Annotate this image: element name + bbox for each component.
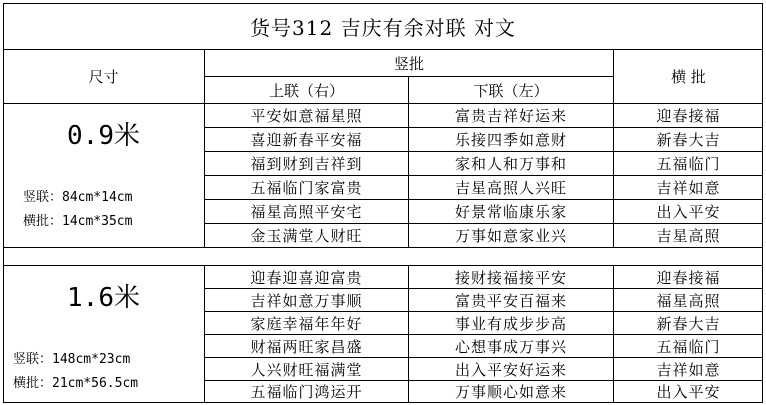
grid-line <box>408 76 409 248</box>
lower-couplet: 好景常临康乐家 <box>454 203 567 221</box>
upper-couplet: 迎春迎喜迎富贵 <box>250 268 363 287</box>
lower-couplet: 富贵吉祥好运来 <box>454 107 567 125</box>
upper-couplet: 金玉满堂人财旺 <box>250 227 363 245</box>
grid-line <box>3 265 763 266</box>
header-size: 尺寸 <box>88 68 119 86</box>
vertical-spec: 竖联：84cm*14cm <box>23 189 133 205</box>
upper-couplet: 平安如意福星照 <box>250 107 363 125</box>
vertical-spec: 竖联：148cm*23cm <box>13 351 131 367</box>
horizontal-scroll: 吉祥如意 <box>656 179 721 197</box>
grid-line <box>3 3 4 403</box>
grid-line <box>204 311 763 312</box>
horizontal-scroll: 吉祥如意 <box>656 360 721 379</box>
couplet-spec-table <box>3 3 763 403</box>
grid-line <box>204 127 763 128</box>
horizontal-scroll: 出入平安 <box>656 203 721 221</box>
lower-couplet: 乐接四季如意财 <box>454 131 567 149</box>
horizontal-spec: 横批：21cm*56.5cm <box>13 375 139 391</box>
horizontal-scroll: 五福临门 <box>656 337 721 356</box>
horizontal-scroll: 新春大吉 <box>656 131 721 149</box>
grid-line <box>3 103 763 104</box>
grid-line <box>762 3 763 403</box>
horizontal-scroll: 吉星高照 <box>656 227 721 245</box>
upper-couplet: 五福临门家富贵 <box>250 179 363 197</box>
grid-line <box>204 199 763 200</box>
grid-line <box>3 247 763 248</box>
grid-line <box>204 175 763 176</box>
grid-line <box>408 265 409 403</box>
table-title: 货号312 吉庆有余对联 对文 <box>250 15 516 40</box>
grid-line <box>204 76 614 77</box>
grid-line <box>204 380 763 381</box>
grid-line <box>204 151 763 152</box>
grid-line <box>613 49 614 248</box>
lower-couplet: 心想事成万事兴 <box>454 337 567 356</box>
section-size-label: 0.9米 <box>67 120 140 151</box>
grid-line <box>3 49 763 50</box>
header-vertical: 竖批 <box>393 54 424 73</box>
horizontal-scroll: 迎春接福 <box>656 268 721 287</box>
horizontal-scroll: 福星高照 <box>656 291 721 310</box>
lower-couplet: 富贵平安百福来 <box>454 291 567 310</box>
horizontal-scroll: 迎春接福 <box>656 107 721 125</box>
horizontal-spec: 横批：14cm*35cm <box>23 213 133 229</box>
upper-couplet: 人兴财旺福满堂 <box>250 360 363 379</box>
header-upper: 上联（右） <box>268 81 344 100</box>
lower-couplet: 家和人和万事和 <box>454 155 567 173</box>
lower-couplet: 接财接福接平安 <box>454 268 567 287</box>
upper-couplet: 五福临门鸿运开 <box>250 383 363 401</box>
horizontal-scroll: 新春大吉 <box>656 314 721 333</box>
header-lower: 下联（左） <box>473 81 549 100</box>
upper-couplet: 福到财到吉祥到 <box>250 155 363 173</box>
lower-couplet: 出入平安好运来 <box>454 360 567 379</box>
upper-couplet: 财福两旺家昌盛 <box>250 337 363 356</box>
header-horizontal: 横 批 <box>671 68 706 86</box>
lower-couplet: 事业有成步步高 <box>454 314 567 333</box>
grid-line <box>204 357 763 358</box>
lower-couplet: 万事顺心如意来 <box>454 383 567 401</box>
lower-couplet: 万事如意家业兴 <box>454 227 567 245</box>
grid-line <box>204 334 763 335</box>
upper-couplet: 福星高照平安宅 <box>250 203 363 221</box>
upper-couplet: 吉祥如意万事顺 <box>250 291 363 310</box>
grid-line <box>3 402 763 403</box>
upper-couplet: 家庭幸福年年好 <box>250 314 363 333</box>
grid-line <box>204 265 205 403</box>
upper-couplet: 喜迎新春平安福 <box>250 131 363 149</box>
horizontal-scroll: 五福临门 <box>656 155 721 173</box>
lower-couplet: 吉星高照人兴旺 <box>454 179 567 197</box>
grid-line <box>204 49 205 248</box>
grid-line <box>613 265 614 403</box>
grid-line <box>204 288 763 289</box>
grid-line <box>3 3 763 4</box>
grid-line <box>204 223 763 224</box>
section-size-label: 1.6米 <box>67 282 140 313</box>
horizontal-scroll: 出入平安 <box>656 383 721 401</box>
